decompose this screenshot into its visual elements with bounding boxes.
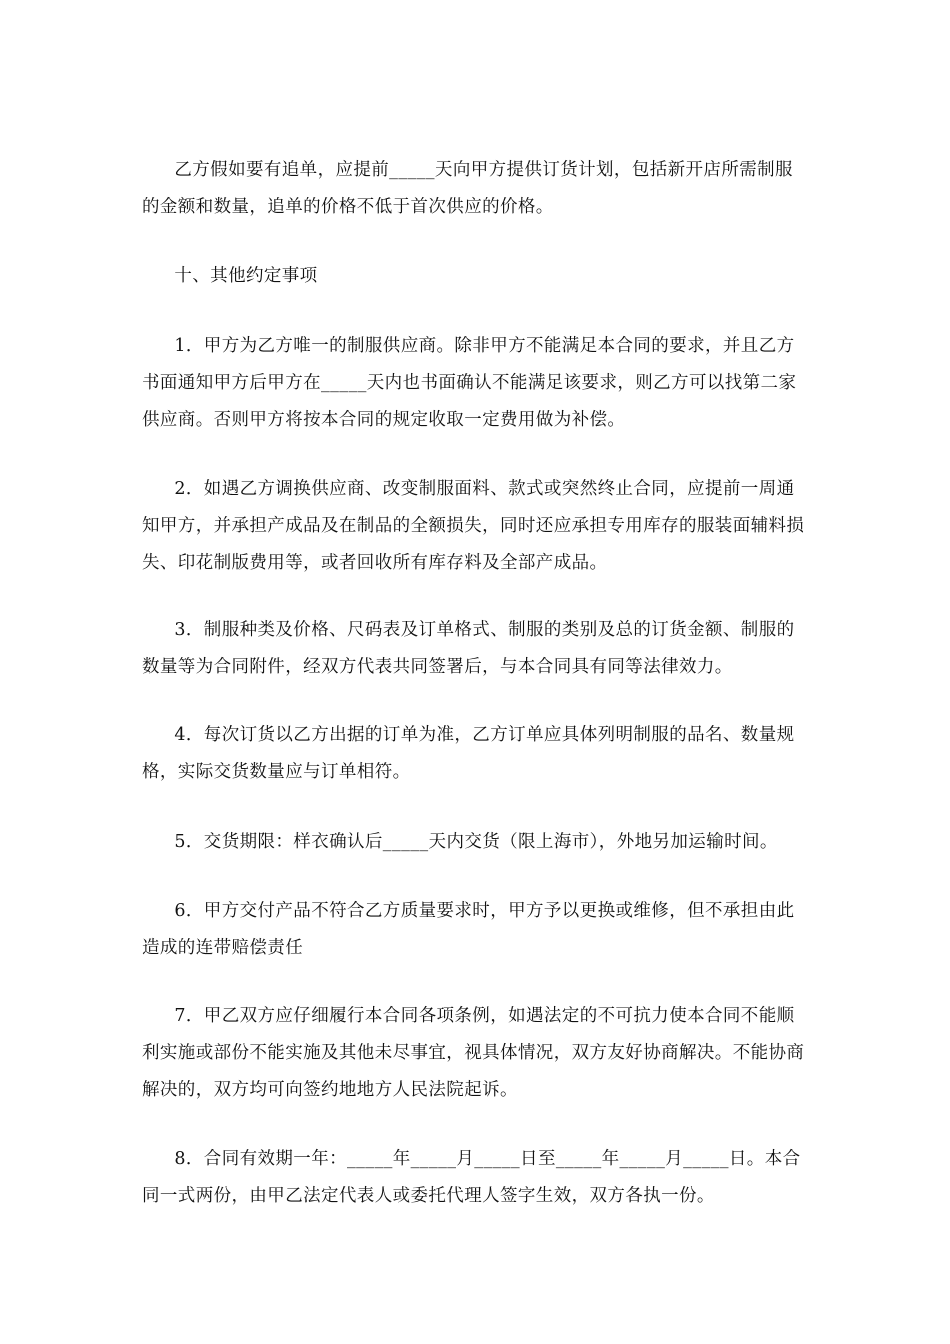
clause-7-force-majeure: 7．甲乙双方应仔细履行本合同各项条例，如遇法定的不可抗力使本合同不能顺利实施或部份不能实施及其他未尽事宜，视具体情况，双方友好协商解决。不能协商解决的，双方均可向签约地地方人民法院起诉。 [142, 1006, 805, 1100]
clause-1-sole-supplier: 1．甲方为乙方唯一的制服供应商。除非甲方不能满足本合同的要求，并且乙方书面通知甲方后甲方在_____天内也书面确认不能满足该要求，则乙方可以找第二家供应商。否则甲方将按本合同的规定收取一定费用做为补偿。 [142, 336, 797, 430]
clause-6-quality-issues: 6．甲方交付产品不符合乙方质量要求时，甲方予以更换或维修，但不承担由此造成的连带赔偿责任 [142, 901, 795, 958]
clause-5-delivery-period: 5．交货期限：样衣确认后_____天内交货（限上海市），外地另加运输时间。 [174, 832, 778, 852]
clause-8-validity-period: 8．合同有效期一年：_____年_____月_____日至_____年_____月_____日。本合同一式两份，由甲乙法定代表人或委托代理人签字生效，双方各执一份。 [142, 1149, 801, 1206]
clause-3-contract-appendix: 3．制服种类及价格、尺码表及订单格式、制服的类别及总的订货金额、制服的数量等为合同附件，经双方代表共同签署后，与本合同具有同等法律效力。 [142, 620, 795, 677]
section-heading-other-terms: 十、其他约定事项 [174, 266, 318, 286]
clause-2-supplier-change: 2．如遇乙方调换供应商、改变制服面料、款式或突然终止合同，应提前一周通知甲方，并承担产成品及在制品的全额损失，同时还应承担专用库存的服装面辅料损失、印花制版费用等，或者回收所有库存料及全部产成品。 [142, 479, 805, 573]
paragraph-additional-orders: 乙方假如要有追单，应提前_____天向甲方提供订货计划，包括新开店所需制服的金额和数量，追单的价格不低于首次供应的价格。 [142, 160, 793, 217]
clause-4-order-basis: 4．每次订货以乙方出据的订单为准，乙方订单应具体列明制服的品名、数量规格，实际交货数量应与订单相符。 [142, 725, 795, 782]
